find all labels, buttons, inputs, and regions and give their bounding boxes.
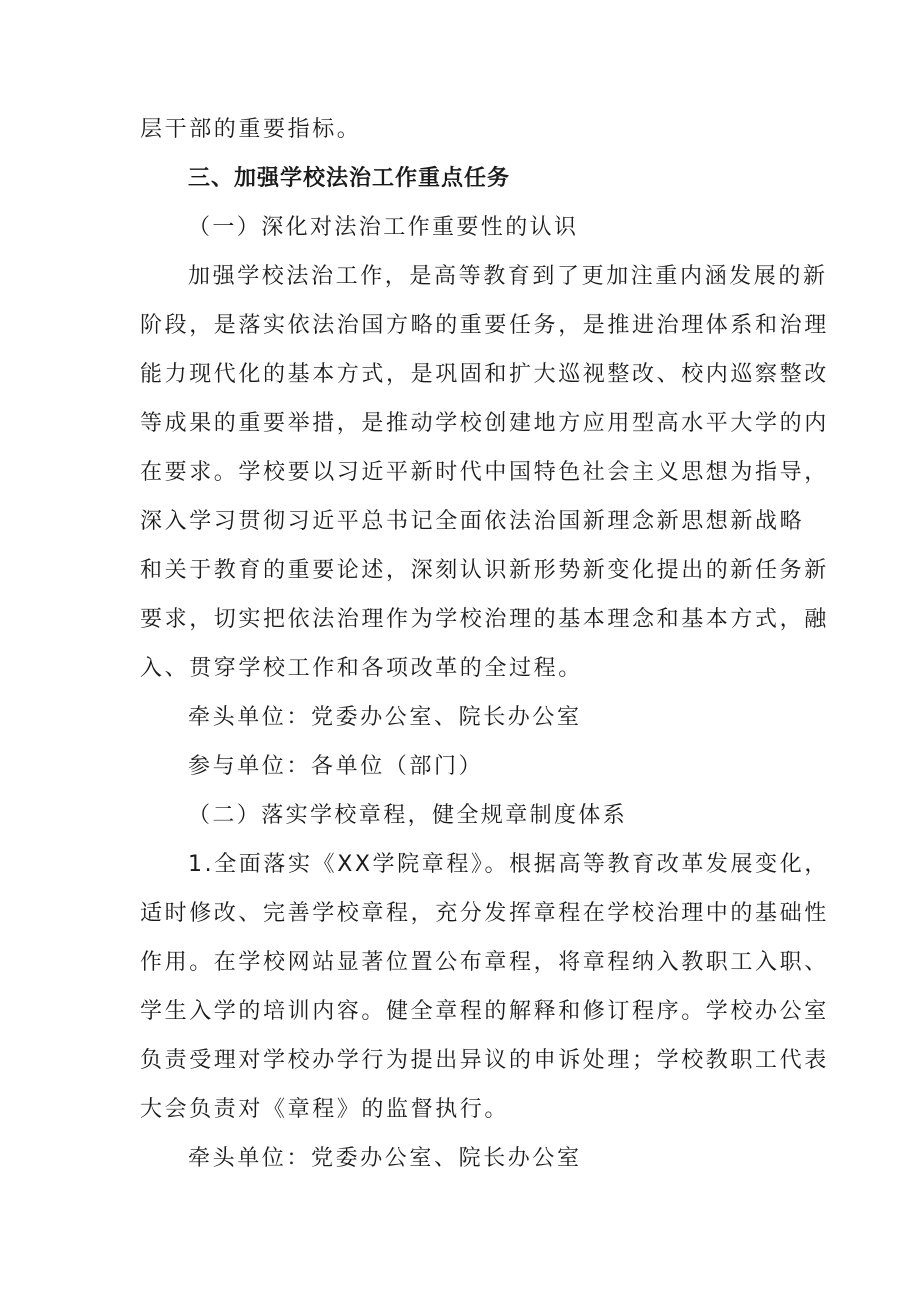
- body-line: 要求，切实把依法治理作为学校治理的基本理念和基本方式，融: [140, 607, 829, 632]
- body-line: 深入学习贯彻习近平总书记全面依法治国新理念新思想新战略: [140, 509, 805, 534]
- lead-unit-line: 牵头单位：党委办公室、院长办公室: [188, 705, 582, 730]
- body-line: 入、贯穿学校工作和各项改革的全过程。: [140, 656, 583, 681]
- body-line: 负责受理对学校办学行为提出异议的申诉处理；学校教职工代表: [140, 1048, 829, 1073]
- body-line: 加强学校法治工作，是高等教育到了更加注重内涵发展的新: [188, 264, 828, 289]
- body-line: 层干部的重要指标。: [140, 117, 362, 142]
- subsection-heading: （二）落实学校章程，健全规章制度体系: [188, 803, 628, 828]
- body-line: 能力现代化的基本方式，是巩固和扩大巡视整改、校内巡察整改: [140, 362, 829, 387]
- lead-unit-line: 牵头单位：党委办公室、院长办公室: [188, 1146, 582, 1171]
- body-line: 学生入学的培训内容。健全章程的解释和修订程序。学校办公室: [140, 999, 829, 1024]
- section-heading: 三、加强学校法治工作重点任务: [188, 166, 511, 191]
- body-line: 和关于教育的重要论述，深刻认识新形势新变化提出的新任务新: [140, 558, 829, 583]
- body-line: 作用。在学校网站显著位置公布章程，将章程纳入教职工入职、: [140, 950, 829, 975]
- body-line: 大会负责对《章程》的监督执行。: [140, 1097, 510, 1122]
- body-line: 1.全面落实《XX学院章程》。根据高等教育改革发展变化，: [188, 852, 829, 877]
- body-line: 在要求。学校要以习近平新时代中国特色社会主义思想为指导，: [140, 460, 829, 485]
- participating-unit-line: 参与单位：各单位（部门）: [188, 754, 484, 779]
- subsection-heading: （一）深化对法治工作重要性的认识: [188, 215, 579, 240]
- body-line: 适时修改、完善学校章程，充分发挥章程在学校治理中的基础性: [140, 901, 829, 926]
- body-line: 等成果的重要举措，是推动学校创建地方应用型高水平大学的内: [140, 411, 829, 436]
- body-line: 阶段，是落实依法治国方略的重要任务，是推进治理体系和治理: [140, 313, 829, 338]
